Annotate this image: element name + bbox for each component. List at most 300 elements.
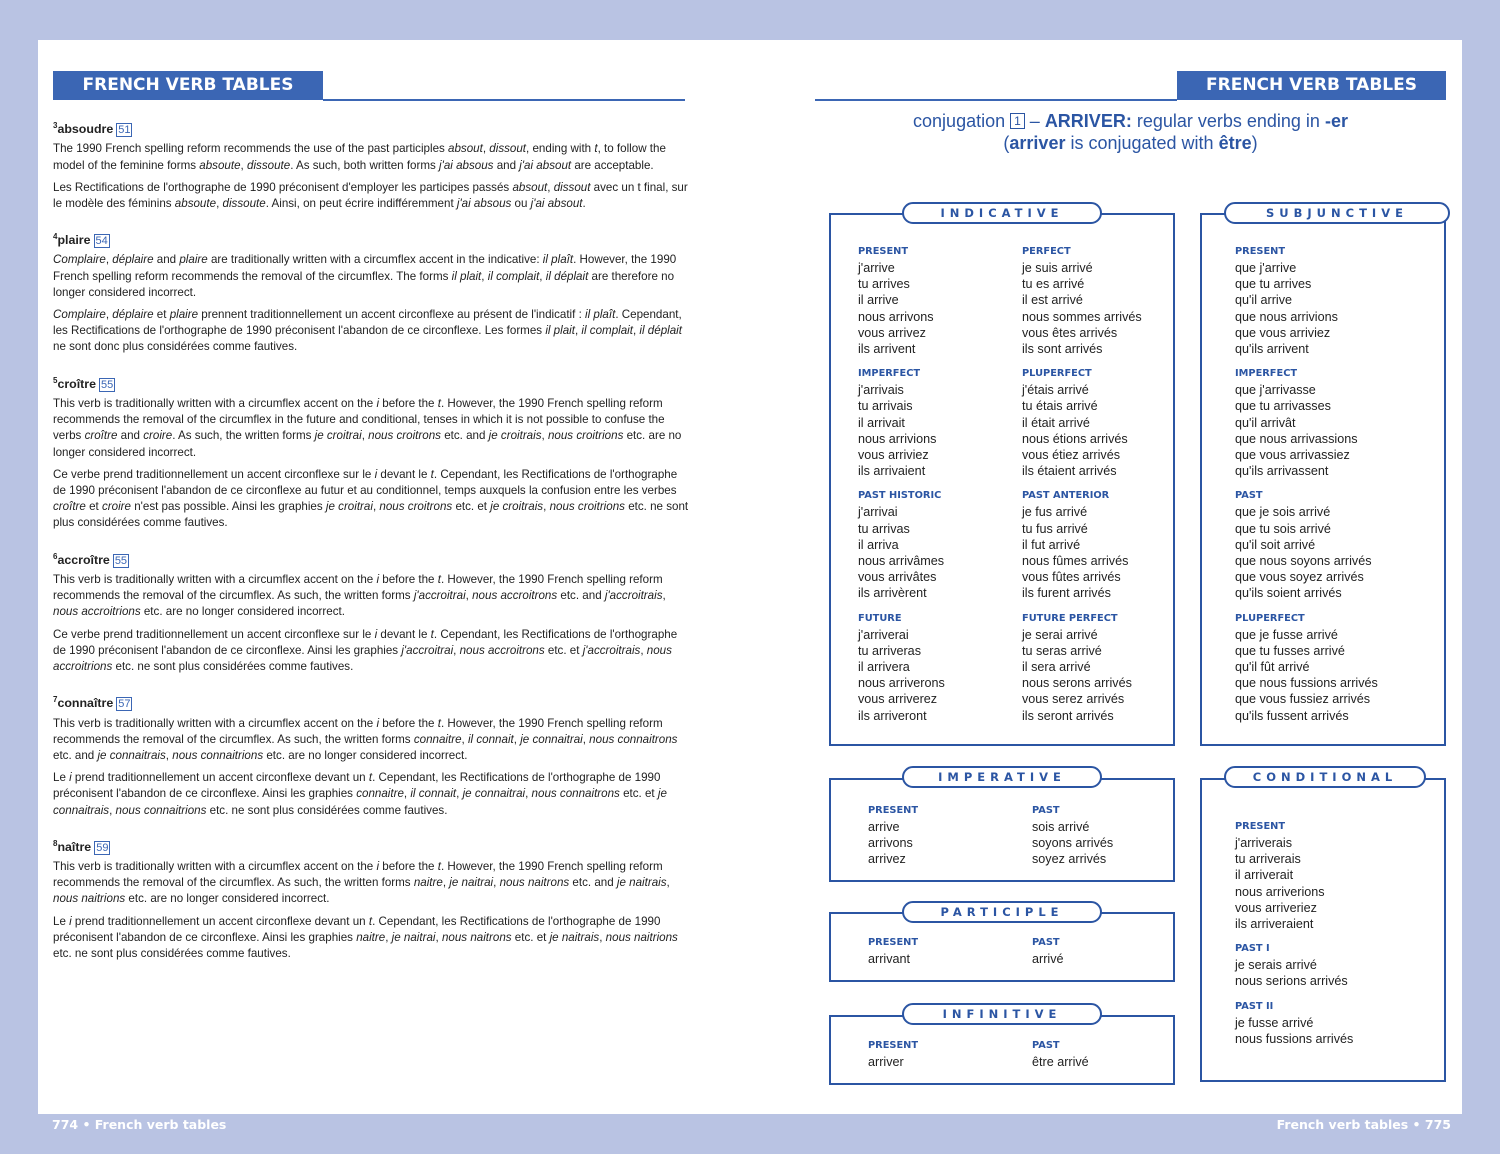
note-title <box>53 229 693 248</box>
italic-form: t <box>437 716 441 730</box>
italic-form: nous naitrons <box>499 876 570 890</box>
italic-form: naitre <box>413 876 443 890</box>
italic-form: nous croitrions <box>549 500 625 514</box>
verb-table-ref: 55 <box>114 554 128 567</box>
italic-form: plaire <box>169 308 199 322</box>
tense-label: FUTURE PERFECT <box>1022 612 1118 624</box>
italic-form: nous naitrons <box>441 930 512 944</box>
italic-form: je connaitrai <box>462 787 526 801</box>
verb-form: j'arrive <box>858 261 895 275</box>
tense-label: PAST <box>1032 937 1060 948</box>
italic-form: nous naitrions <box>53 892 126 906</box>
verb-form: arrivons <box>868 836 913 851</box>
note-text-en: This verb is traditionally written with a circumflex accent on the i before the t. However, the 1990 French spelling reform recommends the removal of the circumflex. As such, the written forms connaitre, il connait, je connaitrai, nous connaitrons etc. and je connaitrais, nous connaitrions etc. are no longer considered incorrect. <box>53 716 678 762</box>
italic-form: i <box>376 572 380 586</box>
note-number: 6 <box>53 551 58 561</box>
italic-form: j'accroitrai <box>413 589 466 603</box>
left-page-header: FRENCH VERB TABLES <box>53 71 323 100</box>
tense-group <box>868 1039 1018 1070</box>
note-plaire <box>53 229 693 356</box>
verb-form: qu'ils soient arrivés <box>1235 586 1342 601</box>
italic-form: absout <box>512 180 548 194</box>
verb-form: nous étions arrivés <box>1022 431 1128 446</box>
indicative-panel <box>829 213 1175 746</box>
book-spread <box>38 40 1462 1114</box>
tense-label: PRESENT <box>868 805 919 816</box>
verb-form: je serai arrivé <box>1022 627 1098 642</box>
tense-label: PAST <box>1032 1040 1060 1051</box>
infinitive-label: INFINITIVE <box>902 1003 1102 1025</box>
verb-form: que j'arrivasse <box>1235 383 1316 398</box>
note-verb: connaître <box>57 696 114 711</box>
right-page-header: FRENCH VERB TABLES <box>1177 71 1446 100</box>
title-description: regular verbs ending in <box>1131 111 1325 131</box>
verb-form: il arrivait <box>858 415 905 430</box>
tense-label: IMPERFECT <box>858 368 921 380</box>
verb-form: je serais arrivé <box>1235 958 1317 973</box>
tense-group <box>868 936 1018 967</box>
tense-label: PAST I <box>1235 943 1270 955</box>
italic-form: nous croitrons <box>368 429 441 443</box>
verb-form: il fut arrivé <box>1022 537 1081 552</box>
italic-form: il complait <box>487 269 540 283</box>
italic-form: je naitrais <box>616 876 667 890</box>
italic-form: i <box>69 771 72 785</box>
verb-form: nous sommes arrivés <box>1022 309 1142 324</box>
note-text-en: The 1990 French spelling reform recommends the use of the past participles absout, dissout, ending with t, to follow the model of the feminine forms absoute, dissoute. As such, both written forms j'ai absous and j'ai absout are acceptable. <box>53 142 666 172</box>
italic-form: plaire <box>179 253 208 267</box>
italic-form: je croitrais <box>490 500 544 514</box>
verb-form: tu fus arrivé <box>1022 521 1088 536</box>
italic-form: déplaire <box>112 308 154 322</box>
tense-label: PAST <box>1032 805 1060 816</box>
note-text-fr: Complaire, déplaire et plaire prennent traditionnellement un accent circonflexe au présent de l'indicatif : il plaît. Cependant, les Rectifications de l'orthographe de 1990 préconisent l'abandon de ce circonflexe. Les formes il plait, il complait, il déplait ne sont donc plus considérées comme fautives. <box>53 308 682 354</box>
tense-label: PLUPERFECT <box>1235 612 1305 624</box>
note-accroître <box>53 549 693 676</box>
indicative-label: INDICATIVE <box>902 202 1102 224</box>
verb-form: que vous fussiez arrivés <box>1235 692 1371 707</box>
verb-form: ils arriveront <box>858 708 927 723</box>
tense-label: IMPERFECT <box>1235 368 1298 380</box>
verb-form: vous êtes arrivés <box>1022 325 1118 340</box>
note-title <box>53 549 693 568</box>
indicative-left-column <box>858 245 1018 734</box>
italic-form: je croitrai <box>325 500 373 514</box>
italic-form: dissout <box>489 142 527 156</box>
verb-form: ils seront arrivés <box>1022 708 1114 723</box>
note-absoudre <box>53 118 693 212</box>
verb-form: que je fusse arrivé <box>1235 627 1338 642</box>
italic-form: nous connaitrons <box>531 787 620 801</box>
note-text-fr: Le i prend traditionnellement un accent circonflexe devant un t. Cependant, les Rectifications de l'orthographe de 1990 préconisent l'abandon de ce circonflexe. Ainsi les graphies connaitre, il connait, je connaitrai, nous connaitrons etc. et je connaitrais, nous connaitrions etc. ne sont plus considérées comme fautives. <box>53 771 667 817</box>
verb-form: vous arriviez <box>858 448 929 463</box>
note-verb: absoudre <box>57 122 114 137</box>
tense-label: PRESENT <box>1235 821 1286 832</box>
participle-left-column <box>868 936 1018 977</box>
note-number: 7 <box>53 695 58 705</box>
note-connaître <box>53 692 693 819</box>
imperative-panel <box>829 778 1175 882</box>
title-paren-open: ( <box>1003 133 1010 153</box>
title-auxiliary: être <box>1218 133 1252 153</box>
title-line2-verb: arriver <box>1009 133 1066 153</box>
verb-form: tu arriverais <box>1235 852 1301 867</box>
note-text-en: This verb is traditionally written with a circumflex accent on the i before the t. However, the 1990 French spelling reform recommends the removal of the circumflex in the future and conditional, tenses in which it is not possible to confuse the verbs croître and croire. As such, the written forms je croitrai, nous croitrons etc. and je croitrais, nous croitrions etc. are no longer considered incorrect. <box>53 397 682 459</box>
italic-form: j'ai absous <box>456 196 512 210</box>
title-ending: -er <box>1324 111 1348 131</box>
verb-form: être arrivé <box>1032 1055 1089 1069</box>
italic-form: il plait <box>451 269 482 283</box>
verb-form: que nous arrivions <box>1235 309 1338 324</box>
italic-form: connaitre <box>356 787 404 801</box>
italic-form: je connaitrai <box>520 732 583 746</box>
infinitive-left-column <box>868 1039 1018 1080</box>
verb-form: qu'ils arrivent <box>1235 342 1309 357</box>
tense-group <box>1235 1000 1440 1047</box>
verb-form: soyez arrivés <box>1032 852 1107 867</box>
italic-form: je connaitrais <box>53 787 667 817</box>
italic-form: dissoute <box>247 158 291 172</box>
tense-label: PRESENT <box>868 1040 919 1051</box>
verb-form: nous serons arrivés <box>1022 676 1132 691</box>
italic-form: j'accroitrais <box>582 643 641 657</box>
tense-label: PAST <box>1235 490 1263 502</box>
verb-form: ils sont arrivés <box>1022 342 1103 357</box>
verb-form: tu arriveras <box>858 643 921 658</box>
italic-form: nous naitrions <box>605 930 678 944</box>
note-title <box>53 836 693 855</box>
verb-form: vous étiez arrivés <box>1022 448 1120 463</box>
right-page-footer: French verb tables • 775 <box>1276 1117 1451 1132</box>
tense-group <box>1235 245 1440 357</box>
italic-form: absoute <box>199 158 241 172</box>
italic-form: t <box>430 627 434 641</box>
verb-form: tu seras arrivé <box>1022 643 1102 658</box>
verb-form: nous fussions arrivés <box>1235 1031 1354 1046</box>
tense-group <box>1235 820 1440 932</box>
verb-form: nous arrivâmes <box>858 554 945 569</box>
title-verb: ARRIVER: <box>1044 111 1132 131</box>
subjunctive-column <box>1235 245 1440 734</box>
italic-form: je croitrai <box>314 429 362 443</box>
verb-form: tu arrivais <box>858 399 913 414</box>
italic-form: nous croitrons <box>379 500 453 514</box>
italic-form: connaitre <box>413 732 462 746</box>
italic-form: je naitrais <box>549 930 600 944</box>
note-text-en: This verb is traditionally written with a circumflex accent on the i before the t. However, the 1990 French spelling reform recommends the removal of the circumflex. As such, the written forms naitre, je naitrai, nous naitrons etc. and je naitrais, nous naitrions etc. are no longer considered incorrect. <box>53 860 670 906</box>
verb-form: je fusse arrivé <box>1235 1015 1314 1030</box>
tense-label: PRESENT <box>1235 246 1286 257</box>
italic-form: je naitrai <box>449 876 494 890</box>
tense-label: PAST ANTERIOR <box>1022 490 1110 502</box>
tense-group <box>1022 489 1172 601</box>
verb-form: tu étais arrivé <box>1022 399 1098 414</box>
tense-label: PERFECT <box>1022 246 1071 257</box>
italic-form: il déplait <box>545 269 589 283</box>
tense-label: FUTURE <box>858 612 902 624</box>
note-text-en: Complaire, déplaire and plaire are traditionally written with a circumflex accent in the indicative: il plaît. However, the 1990 French spelling reform recommends the removal of the circumflex. The forms il plait, il complait, il déplait are therefore no longer considered incorrect. <box>53 253 677 299</box>
verb-form: vous fûtes arrivés <box>1022 570 1121 585</box>
verb-table-ref: 54 <box>95 235 108 248</box>
italic-form: nous accroitrons <box>472 589 558 603</box>
tense-group <box>858 245 1018 357</box>
infinitive-panel <box>829 1015 1175 1085</box>
italic-form: t <box>368 914 373 928</box>
note-verb: plaire <box>57 233 91 248</box>
verb-form: tu arrives <box>858 277 910 292</box>
note-number: 3 <box>53 121 58 130</box>
verb-table-ref: 51 <box>118 124 131 137</box>
verb-form: que j'arrive <box>1235 261 1297 275</box>
verb-form: j'arrivais <box>858 383 904 398</box>
italic-form: nous connaitrions <box>172 748 264 762</box>
verb-form: que vous arriviez <box>1235 325 1331 340</box>
verb-form: ils furent arrivés <box>1022 586 1111 601</box>
verb-form: il est arrivé <box>1022 293 1083 308</box>
verb-form: arrivez <box>868 852 906 867</box>
verb-form: qu'ils fussent arrivés <box>1235 708 1349 723</box>
tense-group <box>868 804 1018 868</box>
note-text-en: This verb is traditionally written with a circumflex accent on the i before the t. However, the 1990 French spelling reform recommends the removal of the circumflex. As such, the written forms j'accroitrai, nous accroitrons etc. and j'accroitrais, nous accroitrions etc. are no longer considered incorrect. <box>53 572 666 619</box>
verb-table-ref: 59 <box>96 841 109 854</box>
left-page-footer: 774 • French verb tables <box>52 1117 227 1132</box>
verb-form: qu'il arrive <box>1235 293 1292 308</box>
italic-form: croître <box>53 500 86 514</box>
italic-form: je naitrai <box>391 930 436 944</box>
verb-form: que tu fusses arrivé <box>1235 643 1345 658</box>
italic-form: il complait <box>581 324 633 338</box>
tense-label: PAST HISTORIC <box>858 490 942 502</box>
conditional-panel <box>1200 778 1446 1082</box>
verb-form: que tu arrivasses <box>1235 399 1331 414</box>
verb-form: que tu sois arrivé <box>1235 521 1331 536</box>
italic-form: nous accroitrions <box>53 643 672 673</box>
verb-form: arrive <box>868 820 900 834</box>
verb-form: arrivé <box>1032 952 1064 966</box>
participle-label: PARTICIPLE <box>902 901 1102 923</box>
italic-form: Complaire <box>53 253 106 267</box>
tense-label: PLUPERFECT <box>1022 368 1092 380</box>
verb-form: sois arrivé <box>1032 820 1090 834</box>
right-header-rule <box>815 99 1177 101</box>
note-title <box>53 373 693 392</box>
italic-form: t <box>437 572 441 586</box>
tense-group <box>1235 367 1440 479</box>
verb-form: que je sois arrivé <box>1235 505 1331 520</box>
note-title <box>53 692 693 711</box>
italic-form: il déplait <box>639 324 682 338</box>
verb-form: tu arrivas <box>858 521 910 536</box>
tense-group <box>1032 936 1172 967</box>
italic-form: i <box>376 860 380 874</box>
participle-right-column <box>1032 936 1172 977</box>
italic-form: t <box>594 142 598 156</box>
italic-form: j'ai absout <box>530 196 583 210</box>
italic-form: croire <box>143 429 173 443</box>
left-header-rule <box>323 99 685 101</box>
verb-form: vous serez arrivés <box>1022 692 1125 707</box>
italic-form: croître <box>84 429 118 443</box>
note-number: 8 <box>53 838 58 848</box>
verb-form: nous fûmes arrivés <box>1022 554 1129 569</box>
italic-form: nous connaitrons <box>589 732 678 746</box>
verb-form: vous arrivez <box>858 325 926 340</box>
italic-form: i <box>376 716 380 730</box>
verb-form: tu es arrivé <box>1022 277 1085 292</box>
imperative-label: IMPERATIVE <box>902 766 1102 788</box>
italic-form: i <box>376 397 380 411</box>
italic-form: il connait <box>467 732 514 746</box>
verb-table-ref: 55 <box>101 378 114 391</box>
note-naître <box>53 836 693 963</box>
imperative-left-column <box>868 804 1018 878</box>
italic-form: j'accroitrais <box>604 589 663 603</box>
italic-form: naitre <box>356 930 386 944</box>
verb-form: qu'il soit arrivé <box>1235 537 1316 552</box>
title-paren-close: ) <box>1251 133 1258 153</box>
verb-form: il sera arrivé <box>1022 660 1091 675</box>
note-text-fr: Ce verbe prend traditionnellement un accent circonflexe sur le i devant le t. Cependant, les Rectifications de l'orthographe de 1990 préconisent l'abandon de ce circonflexe au futur et au conditionnel, temps auxquels la confusion entre les verbes croître et croire n'est pas possible. Ainsi les graphies je croitrai, nous croitrons etc. et je croitrais, nous croitrions etc. ne sont plus considérées comme fautives. <box>53 467 689 530</box>
italic-form: croire <box>101 500 131 514</box>
title-prefix: conjugation <box>913 111 1011 131</box>
verb-form: ils arrivaient <box>858 464 926 479</box>
note-number: 5 <box>53 375 58 385</box>
verb-form: vous arrivâtes <box>858 570 937 585</box>
title-dash: – <box>1024 111 1045 131</box>
verb-form: que vous soyez arrivés <box>1235 570 1364 585</box>
verb-form: que tu arrives <box>1235 277 1312 292</box>
verb-form: il arrivera <box>858 660 910 675</box>
verb-form: ils arriveraient <box>1235 917 1314 932</box>
verb-form: vous arriveriez <box>1235 900 1317 915</box>
spelling-reform-notes <box>53 118 693 979</box>
note-text-fr: Ce verbe prend traditionnellement un accent circonflexe sur le i devant le t. Cependant, les Rectifications de l'orthographe de 1990 préconisent l'abandon de ce circonflexe. Ainsi les graphies j'accroitrai, nous accroitrons etc. et j'accroitrais, nous accroitrions etc. ne sont plus considérées comme fautives. <box>53 627 678 673</box>
tense-group <box>1022 367 1172 479</box>
verb-form: j'étais arrivé <box>1022 383 1089 398</box>
italic-form: t <box>437 860 441 874</box>
tense-group <box>1022 612 1172 724</box>
italic-form: il plaît <box>585 308 616 322</box>
italic-form: dissout <box>553 180 591 194</box>
tense-group <box>1235 942 1440 989</box>
tense-group <box>1032 804 1172 868</box>
verb-form: qu'ils arrivassent <box>1235 464 1329 479</box>
verb-form: que vous arrivassiez <box>1235 448 1350 463</box>
verb-form: arrivant <box>868 952 910 966</box>
italic-form: j'ai absous <box>439 158 494 172</box>
verb-form: il arrive <box>858 293 899 308</box>
italic-form: t <box>430 467 434 481</box>
note-verb: accroître <box>57 552 110 567</box>
tense-group <box>1235 489 1440 601</box>
tense-label: PAST II <box>1235 1000 1274 1012</box>
tense-group <box>858 612 1018 724</box>
italic-form: nous connaitrions <box>115 803 207 817</box>
italic-form: nous croitrions <box>547 429 624 443</box>
verb-form: qu'il arrivât <box>1235 415 1296 430</box>
verb-form: je fus arrivé <box>1022 505 1088 520</box>
verb-form: soyons arrivés <box>1032 836 1114 851</box>
verb-form: ils arrivent <box>858 342 916 357</box>
tense-label: PRESENT <box>868 937 919 948</box>
italic-form: t <box>437 397 441 411</box>
subjunctive-panel <box>1200 213 1446 746</box>
note-number: 4 <box>53 232 58 242</box>
tense-group <box>858 367 1018 479</box>
italic-form: absoute <box>174 196 217 210</box>
verb-form: qu'il fût arrivé <box>1235 660 1310 675</box>
verb-form: nous serions arrivés <box>1235 974 1348 989</box>
subjunctive-label: SUBJUNCTIVE <box>1224 202 1450 224</box>
tense-group <box>1235 612 1440 724</box>
note-text-fr: Les Rectifications de l'orthographe de 1990 préconisent d'employer les participes passés absout, dissout avec un t final, sur le modèle des féminins absoute, dissoute. Ainsi, on peut écrire indifféremment j'ai absous ou j'ai absout. <box>53 180 688 210</box>
title-line2-text: is conjugated with <box>1065 133 1219 153</box>
verb-form: ils étaient arrivés <box>1022 464 1117 479</box>
tense-group <box>1032 1039 1172 1070</box>
verb-form: que nous soyons arrivés <box>1235 554 1372 569</box>
verb-form: je suis arrivé <box>1022 261 1093 275</box>
italic-form: absout <box>448 142 483 156</box>
verb-form: il était arrivé <box>1022 415 1090 430</box>
italic-form: i <box>374 627 378 641</box>
verb-form: j'arriverai <box>858 627 909 642</box>
italic-form: il plaît <box>542 253 574 267</box>
verb-form: que nous arrivassions <box>1235 431 1358 446</box>
italic-form: t <box>368 771 373 785</box>
tense-group <box>858 489 1018 601</box>
imperative-right-column <box>1032 804 1172 878</box>
italic-form: nous accroitrions <box>53 605 141 619</box>
verb-form: il arriverait <box>1235 868 1294 883</box>
verb-form: nous arrivons <box>858 309 934 324</box>
tense-group <box>1022 245 1172 357</box>
note-verb: croître <box>57 376 97 391</box>
tense-label: PRESENT <box>858 246 909 257</box>
verb-form: nous arriverions <box>1235 884 1325 899</box>
verb-form: j'arrivai <box>858 505 898 520</box>
verb-form: nous arriverons <box>858 676 945 691</box>
italic-form: déplaire <box>112 253 154 267</box>
italic-form: i <box>69 914 72 928</box>
verb-form: ils arrivèrent <box>858 586 927 601</box>
verb-form: que nous fussions arrivés <box>1235 676 1378 691</box>
conjugation-title <box>815 110 1446 154</box>
note-croître <box>53 373 693 532</box>
italic-form: je connaitrais <box>97 748 166 762</box>
verb-form: j'arriverais <box>1235 836 1292 850</box>
indicative-right-column <box>1022 245 1172 734</box>
italic-form: j'accroitrai <box>401 643 454 657</box>
italic-form: nous accroitrons <box>459 643 545 657</box>
verb-form: vous arriverez <box>858 692 938 707</box>
conditional-column <box>1235 820 1440 1057</box>
conditional-label: CONDITIONAL <box>1224 766 1426 788</box>
verb-form: nous arrivions <box>858 431 937 446</box>
infinitive-right-column <box>1032 1039 1172 1080</box>
conjugation-number: 1 <box>1010 113 1025 129</box>
verb-table-ref: 57 <box>118 698 131 711</box>
note-title <box>53 118 693 137</box>
italic-form: i <box>374 467 378 481</box>
italic-form: j'ai absout <box>519 158 572 172</box>
verb-form: arriver <box>868 1055 904 1069</box>
italic-form: dissoute <box>222 196 266 210</box>
italic-form: il plait <box>545 324 575 338</box>
verb-form: il arriva <box>858 537 899 552</box>
note-verb: naître <box>57 839 92 854</box>
italic-form: Complaire <box>53 308 106 322</box>
italic-form: il connait <box>410 787 457 801</box>
